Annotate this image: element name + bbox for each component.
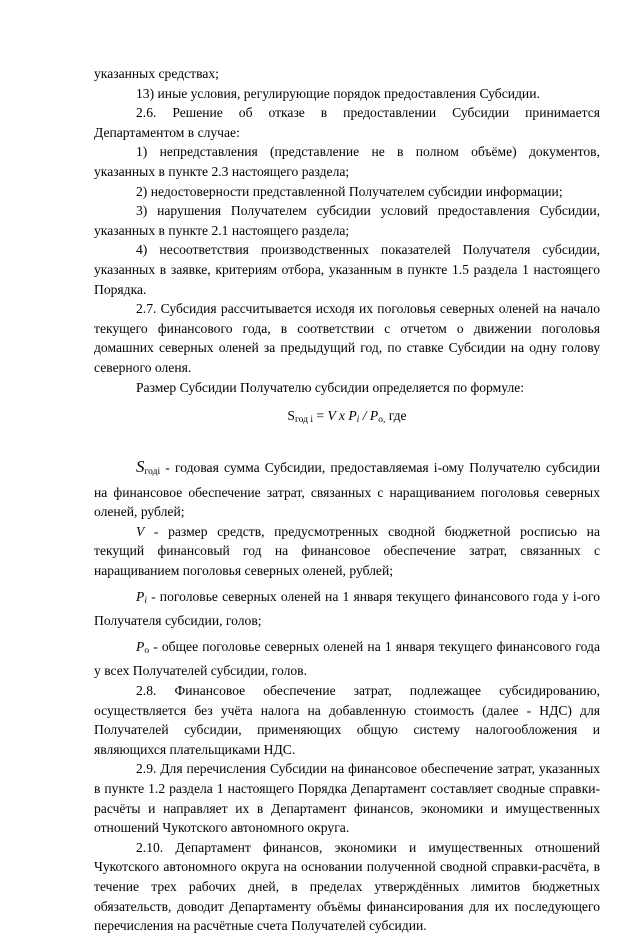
def-po-sub: o bbox=[144, 645, 150, 656]
text-line: указанных средствах; bbox=[94, 66, 219, 81]
formula-v: V bbox=[327, 408, 336, 424]
paragraph-2-7: 2.7. Субсидия рассчитывается исходя их поголовья северных оленей на начало текущего финансового года, в соответствии с отчетом о движении поголовья домашних северных оленей за предыдущий год, по ставке Субсидии на одну голову северного оленя. bbox=[94, 301, 600, 375]
def-pi-text: - поголовье северных оленей на 1 января текущего финансового года у i-ого Получателя субсидии, голов; bbox=[94, 588, 600, 629]
def-v-text: - размер средств, предусмотренных сводной бюджетной росписью на текущий финансовый год на финансовое обеспечение затрат, связанных с наращиванием поголовья северных оленей, рублей; bbox=[94, 523, 600, 579]
subsidy-formula bbox=[94, 405, 600, 431]
formula-x: x bbox=[335, 408, 349, 424]
def-s-symbol: S bbox=[136, 457, 145, 477]
formula-eq: = bbox=[312, 408, 328, 424]
formula-p: P bbox=[348, 408, 357, 424]
paragraph-2-6: 2.6. Решение об отказе в предоставлении Субсидии принимается Департаментом в случае: bbox=[94, 105, 600, 140]
formula-p-sub: i bbox=[356, 415, 360, 426]
def-pi-sub: i bbox=[144, 595, 147, 606]
refusal-reason-1: 1) непредставления (представление не в полном объёме) документов, указанных в пункте 2.3 настоящего раздела; bbox=[94, 144, 600, 179]
definition-po bbox=[94, 637, 600, 681]
def-v-symbol: V bbox=[136, 523, 145, 539]
formula-slash: / bbox=[359, 408, 370, 424]
document-page bbox=[94, 64, 600, 936]
refusal-reason-4: 4) несоответствия производственных показателей Получателя субсидии, указанных в заявке, критериям отбора, указанным в пункте 1.5 раздела 1 настоящего Порядка. bbox=[94, 242, 600, 297]
def-po-symbol: P bbox=[136, 638, 145, 654]
formula-intro: Размер Субсидии Получателю субсидии определяется по формуле: bbox=[136, 379, 525, 395]
refusal-reason-3: 3) нарушения Получателем субсидии условий предоставления Субсидии, указанных в пункте 2.1 настоящего раздела; bbox=[94, 203, 600, 238]
paragraph-2-8: 2.8. Финансовое обеспечение затрат, подлежащее субсидированию, осуществляется без учёта налога на добавленную стоимость (далее - НДС) для Получателей субсидии, применяющих общую систему налогообложения и являющихся плательщиками НДС. bbox=[94, 683, 600, 757]
formula-p0: P bbox=[369, 408, 379, 424]
formula-s: S bbox=[287, 408, 295, 424]
formula-p0-sub: o, bbox=[378, 415, 386, 426]
definition-v bbox=[94, 522, 600, 581]
def-s-sub: годi bbox=[144, 467, 161, 478]
def-pi-symbol: P bbox=[136, 588, 145, 604]
list-item-13: 13) иные условия, регулирующие порядок предоставления Субсидии. bbox=[136, 85, 540, 101]
definition-s bbox=[94, 457, 600, 522]
formula-s-sub: год i bbox=[294, 415, 313, 426]
formula-tail: где bbox=[385, 408, 407, 424]
def-po-text: - общее поголовье северных оленей на 1 января текущего финансового года у всех Получателей субсидии, голов. bbox=[94, 638, 600, 679]
def-s-text: - годовая сумма Субсидии, предоставляемая i-ому Получателю субсидии на финансовое обеспечение затрат, связанных с наращиванием поголовья северных оленей, рублей; bbox=[94, 460, 600, 520]
paragraph-2-10: 2.10. Департамент финансов, экономики и имущественных отношений Чукотского автономного округа на основании полученной сводной справки-расчёта, в течение трех рабочих дней, в пределах утверждённых лимитов бюджетных обязательств, доводит Департаменту объёмы финансирования для их последующего перечисления на расчётные счета Получателей субсидии. bbox=[94, 839, 600, 934]
definition-pi bbox=[94, 587, 600, 631]
refusal-reason-2: 2) недостоверности представленной Получателем субсидии информации; bbox=[136, 183, 563, 199]
paragraph-2-9: 2.9. Для перечисления Субсидии на финансовое обеспечение затрат, указанных в пункте 1.2 раздела 1 настоящего Порядка Департамент составляет сводные справки-расчёты и направляет их в Департамент финансов, экономики и имущественных отношений Чукотского автономного округа. bbox=[94, 761, 600, 836]
